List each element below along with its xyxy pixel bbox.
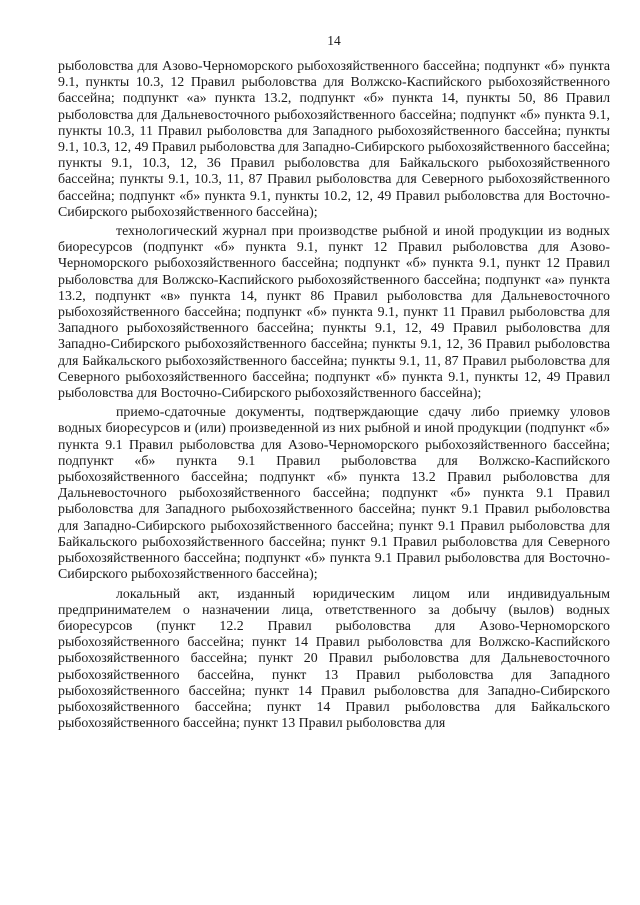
paragraph-acceptance-documents: приемо-сдаточные документы, подтверждающие сдачу либо приемку уловов водных биоресурсов и (или) произведенной из них рыбной и иной продукции (подпункт «б» пункта 9.1 Правил рыболовства для Азово-Черноморского рыбохозяйственного бассейна; подпункт «б» пункта 9.1 Правил рыболовства для Волжско-Каспийского рыбохозяйственного бассейна; подпункт «б» пункта 13.2 Правил рыболовства для Дальневосточного рыбохозяйственного бассейна; подпункт «б» пункта 9.1 Правил рыболовства для Западного рыбохозяйственного бассейна; пункт 9.1 Правил рыболовства для Западно-Сибирского рыбохозяйственного бассейна; пункт 9.1 Правил рыболовства для Байкальского рыбохозяйственного бассейна; пункт 9.1 Правил рыболовства для Северного рыбохозяйственного бассейна; подпункт «б» пункта 9.1 Правил рыболовства для Восточно-Сибирского рыбохозяйственного бассейна); [58,405,610,583]
document-body [58,59,610,732]
page-number: 14 [327,33,341,48]
paragraph-local-act: локальный акт, изданный юридическим лицом или индивидуальным предпринимателем о назначении лица, ответственного за добычу (вылов) водных биоресурсов (пункт 12.2 Правил рыболовства для Азово-Черноморского рыбохозяйственного бассейна; пункт 14 Правил рыболовства для Волжско-Каспийского рыбохозяйственного бассейна; пункт 20 Правил рыболовства для Дальневосточного рыбохозяйственного бассейна, пункт 13 Правил рыболовства для Западного рыбохозяйственного бассейна; пункт 14 Правил рыболовства для Западно-Сибирского рыбохозяйственного бассейна; пункт 14 Правил рыболовства для Байкальского рыбохозяйственного бассейна; пункт 13 Правил рыболовства для [58,586,610,732]
paragraph-technological-journal: технологический журнал при производстве рыбной и иной продукции из водных биоресурсов (подпункт «б» пункта 9.1, пункт 12 Правил рыболовства для Азово-Черноморского рыбохозяйственного бассейна; подпункт «б» пункта 9.1, пункт 12 Правил рыболовства для Волжско-Каспийского рыбохозяйственного бассейна; подпункт «а» пункта 13.2, подпункт «в» пункта 14, пункт 86 Правил рыболовства для Дальневосточного рыбохозяйственного бассейна; подпункт «б» пункта 9.1, пункт 11 Правил рыболовства для Западного рыбохозяйственного бассейна; пункты 9.1, 12, 49 Правил рыболовства для Западно-Сибирского рыбохозяйственного бассейна; пункты 9.1, 12, 36 Правил рыболовства для Байкальского рыбохозяйственного бассейна; пункты 9.1, 11, 87 Правил рыболовства для Северного рыбохозяйственного бассейна; подпункт «б» пункта 9.1, пункты 12, 49 Правил рыболовства для Восточно-Сибирского рыбохозяйственного бассейна); [58,224,610,402]
paragraph-continuation: рыболовства для Азово-Черноморского рыбохозяйственного бассейна; подпункт «б» пункта 9.1, пункты 10.3, 12 Правил рыболовства для Волжско-Каспийского рыбохозяйственного бассейна; подпункт «а» пункта 13.2, подпункт «б» пункта 14, пункты 50, 86 Правил рыболовства для Дальневосточного рыбохозяйственного бассейна; подпункт «б» пункта 9.1, пункты 10.3, 11 Правил рыболовства для Западного рыбохозяйственного бассейна; пункты 9.1, 10.3, 12, 49 Правил рыболовства для Западно-Сибирского рыбохозяйственного бассейна; пункты 9.1, 10.3, 12, 36 Правил рыболовства для Байкальского рыбохозяйственного бассейна; пункты 9.1, 10.3, 11, 87 Правил рыболовства для Северного рыбохозяйственного бассейна; подпункт «б» пункта 9.1, пункты 10.2, 12, 49 Правил рыболовства для Восточно-Сибирского рыбохозяйственного бассейна); [58,59,610,220]
